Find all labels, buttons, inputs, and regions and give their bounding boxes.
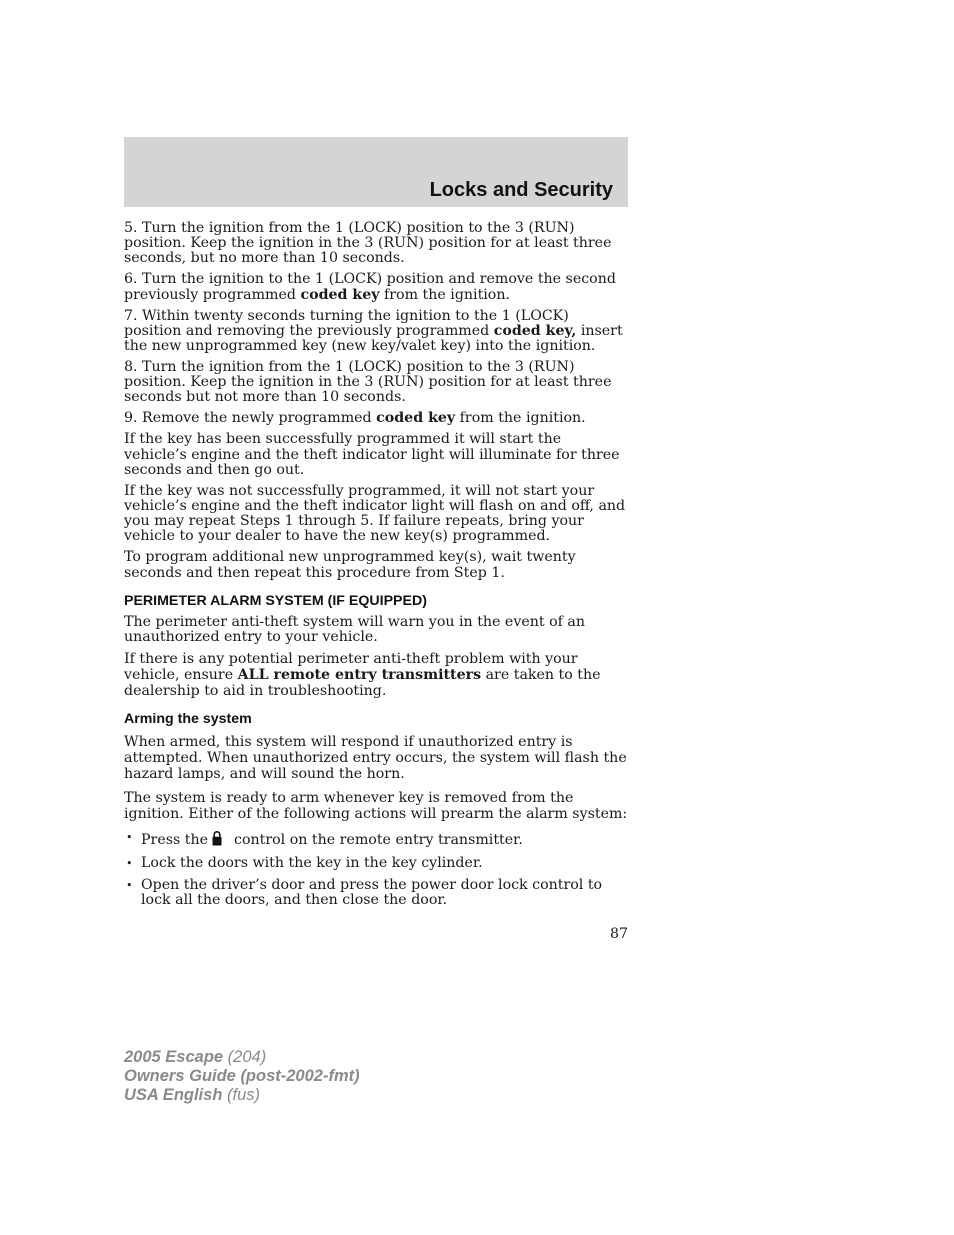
page-content <box>124 221 628 915</box>
lock-icon <box>212 830 222 846</box>
coded-key-term: coded key <box>300 286 380 303</box>
footer-model-line: 2005 Escape (204) <box>124 1048 267 1066</box>
bullet-marker: • <box>126 831 133 845</box>
prearm-actions-list <box>124 830 628 908</box>
arming-heading: Arming the system <box>124 711 252 728</box>
document-footer <box>124 1048 360 1105</box>
step-5-paragraph: 5. Turn the ignition from the 1 (LOCK) position to the 3 (RUN) position. Keep the ignition in the 3 (RUN) position for at least three seconds, but no more than 10 seconds. <box>124 220 612 267</box>
footer-guide-line: Owners Guide (post-2002-fmt) <box>124 1067 360 1085</box>
list-item: • Press the control on the remote entry transmitter. <box>126 831 523 849</box>
section-title: Locks and Security <box>429 179 613 201</box>
footer-language-line: USA English (fus) <box>124 1086 260 1104</box>
perimeter-alarm-heading: PERIMETER ALARM SYSTEM (IF EQUIPPED) <box>124 592 427 609</box>
list-item: • Open the driver’s door and press the power door lock control to lock all the doors, and then close the door. <box>126 876 603 909</box>
failure-paragraph: If the key was not successfully programmed, it will not start your vehicle’s engine and the theft indicator light will flash on and off, and you may repeat Steps 1 through 5. If failure repeats, bring your vehicle to your dealer to have the new key(s) programmed. <box>124 482 626 545</box>
arming-prearm-paragraph: The system is ready to arm whenever key is removed from the ignition. Either of the following actions will prearm the alarm system: <box>124 790 628 823</box>
coded-key-term: coded key, <box>493 322 577 339</box>
coded-key-term: coded key <box>376 410 456 427</box>
step-7-paragraph: 7. Within twenty seconds turning the ignition to the 1 (LOCK) position and removing the previously programmed coded key, insert the new unprogrammed key (new key/valet key) into the ignition. <box>124 307 623 355</box>
step-9-paragraph: 9. Remove the newly programmed coded key from the ignition. <box>124 410 586 427</box>
step-8-paragraph: 8. Turn the ignition from the 1 (LOCK) position to the 3 (RUN) position. Keep the ignition in the 3 (RUN) position for at least three seconds but not more than 10 seconds. <box>124 359 612 406</box>
perimeter-troubleshoot-paragraph: If there is any potential perimeter anti-theft problem with your vehicle, ensure ALL remote entry transmitters are taken to the dealership to aid in troubleshooting. <box>124 651 601 700</box>
section-header-bar <box>124 137 628 207</box>
additional-keys-paragraph: To program additional new unprogrammed key(s), wait twenty seconds and then repeat this procedure from Step 1. <box>124 549 576 581</box>
list-item: • Lock the doors with the key in the key cylinder. <box>126 854 483 871</box>
arming-intro-paragraph: When armed, this system will respond if unauthorized entry is attempted. When unauthorized entry occurs, the system will flash the hazard lamps, and will sound the horn. <box>124 734 627 783</box>
bullet-marker: • <box>126 878 133 892</box>
page-number: 87 <box>609 926 628 942</box>
perimeter-intro-paragraph: The perimeter anti-theft system will warn you in the event of an unauthorized entry to your vehicle. <box>124 614 585 646</box>
bullet-marker: • <box>126 856 133 870</box>
step-6-paragraph: 6. Turn the ignition to the 1 (LOCK) position and remove the second previously programmed coded key from the ignition. <box>124 271 616 303</box>
success-paragraph: If the key has been successfully programmed it will start the vehicle’s engine and the theft indicator light will illuminate for three seconds and then go out. <box>124 431 620 478</box>
transmitters-term: ALL remote entry transmitters <box>237 667 482 684</box>
